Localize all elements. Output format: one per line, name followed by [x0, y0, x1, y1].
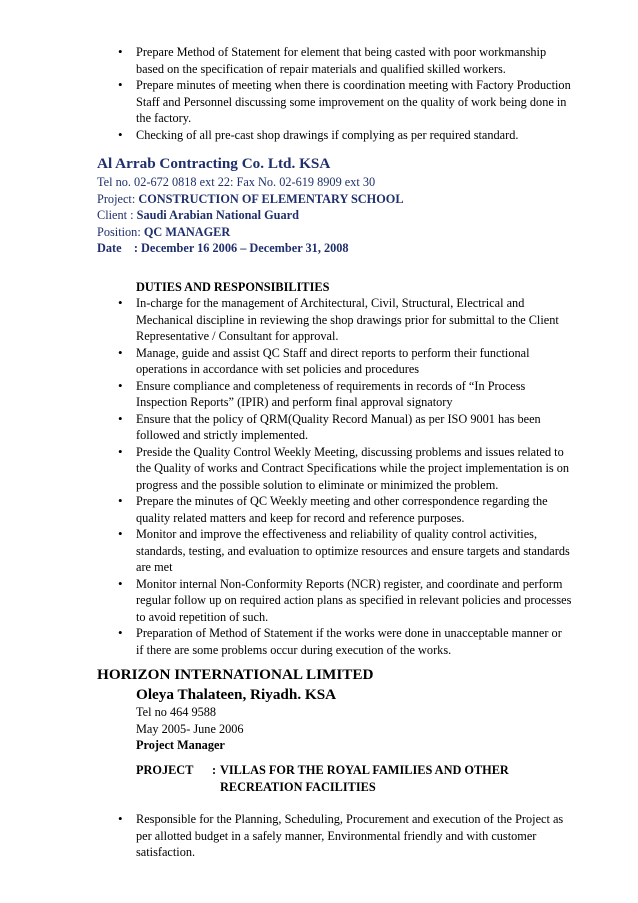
- list-item: • Prepare minutes of meeting when there is coordination meeting with Factory Production Staff and Personnel discussing some improvement on the quality of work being done in the factory.: [136, 77, 576, 127]
- list-item: • Ensure that the policy of QRM(Quality Record Manual) as per ISO 9001 has been followed and strictly implemented.: [136, 411, 572, 444]
- project-label: PROJECT: [136, 763, 194, 777]
- duties-list: [136, 811, 580, 861]
- project-title: VILLAS FOR THE ROYAL FAMILIES AND OTHER RECREATION FACILITIES: [220, 763, 509, 794]
- list-item: • In-charge for the management of Architectural, Civil, Structural, Electrical and Mechanical discipline in reviewing the shop drawings prior for submittal to the Client Representative / Consultant for approval.: [136, 295, 572, 345]
- list-item: • Preparation of Method of Statement if the works were done in unacceptable manner or if there are some problems occur during execution of the works.: [136, 625, 572, 658]
- previous-duties-list: [136, 44, 576, 143]
- list-item: • Manage, guide and assist QC Staff and direct reports to perform their functional operations in accordance with set policies and procedures: [136, 345, 572, 378]
- company-name: HORIZON INTERNATIONAL LIMITED: [97, 666, 374, 683]
- job-details: [97, 174, 577, 257]
- list-item: • Ensure compliance and completeness of requirements in records of “In Process Inspection Reports” (IPIR) and perform final approval signatory: [136, 378, 572, 411]
- job-details: [136, 685, 576, 754]
- list-item: • Prepare the minutes of QC Weekly meeting and other correspondence regarding the quality related matters and keep for record and reference purposes.: [136, 493, 572, 526]
- date-line: Date : December 16 2006 – December 31, 2008: [97, 241, 349, 255]
- list-item: • Monitor internal Non-Conformity Reports (NCR) register, and coordinate and perform regular follow up on required action plans as specified in relevant policies and processes to avoid repetition of such.: [136, 576, 572, 626]
- client-line: Client : Saudi Arabian National Guard: [97, 208, 299, 222]
- list-item: • Prepare Method of Statement for element that being casted with poor workmanship based on the specification of repair materials and qualified skilled workers.: [136, 44, 576, 77]
- project-line: Project: CONSTRUCTION OF ELEMENTARY SCHOOL: [97, 191, 404, 206]
- list-item: • Preside the Quality Control Weekly Meeting, discussing problems and issues related to the Quality of works and Contract Specifications while the project implementation is on progress and the possible solution to eliminate or minimized the problem.: [136, 444, 572, 494]
- list-item: • Responsible for the Planning, Scheduling, Procurement and execution of the Project as per allotted budget in a safely manner, Environmental friendly and with customer satisfaction.: [136, 811, 580, 861]
- contact-line: Tel no. 02-672 0818 ext 22: Fax No. 02-619 8909 ext 30: [97, 175, 376, 189]
- project-separator: :: [212, 763, 217, 777]
- position-line: Position: QC MANAGER: [97, 224, 231, 239]
- contact-line: Tel no 464 9588: [136, 705, 217, 719]
- position-line: Project Manager: [136, 738, 225, 752]
- company-location: Oleya Thalateen, Riyadh. KSA: [136, 686, 337, 703]
- list-item: • Monitor and improve the effectiveness and reliability of quality control activities, standards, testing, and evaluation to optimize resources and ensure targets and standards are met: [136, 526, 572, 576]
- dates-line: May 2005- June 2006: [136, 721, 244, 736]
- duties-heading: DUTIES AND RESPONSIBILITIES: [136, 280, 330, 294]
- company-name: Al Arrab Contracting Co. Ltd. KSA: [97, 155, 331, 172]
- duties-list: [136, 295, 572, 658]
- list-item: • Checking of all pre-cast shop drawings if complying as per required standard.: [136, 127, 576, 144]
